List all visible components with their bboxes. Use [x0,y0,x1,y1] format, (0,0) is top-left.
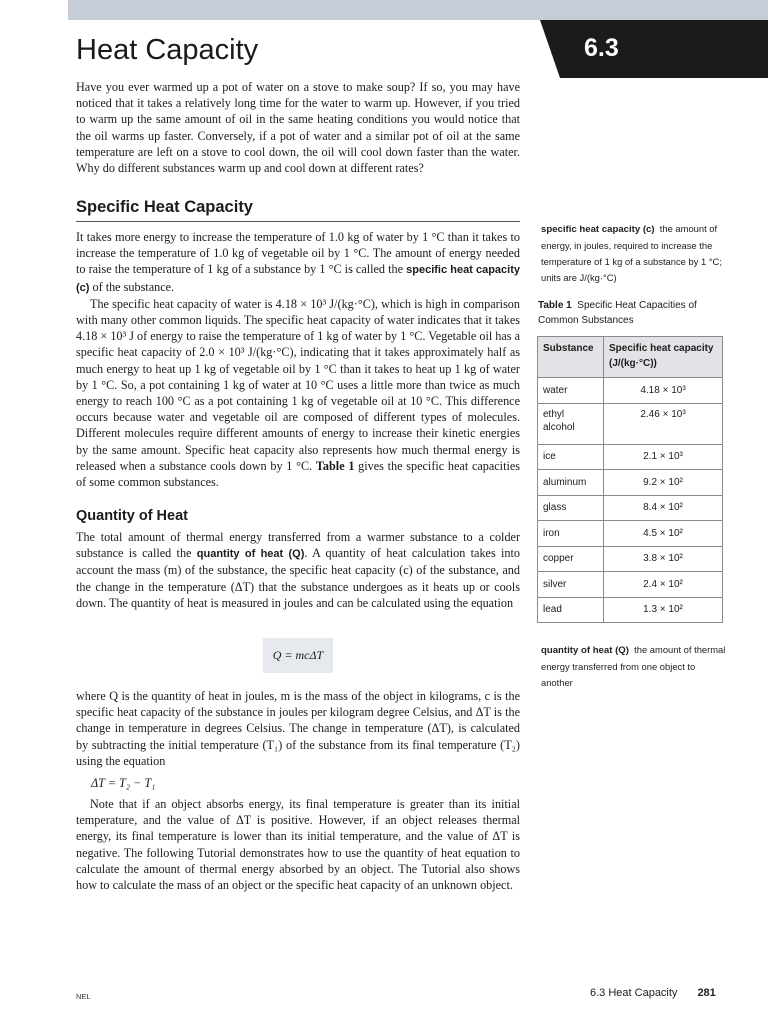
section-heading-quantity-heat: Quantity of Heat [76,508,188,524]
header-band [68,0,768,20]
publisher-mark: NEL [76,992,91,1001]
page-number: 281 [697,987,716,999]
section-number: 6.3 [584,34,619,62]
column-header: Substance [538,337,604,378]
table-row: iron 4.5 × 10² [538,521,723,547]
table-caption: Table 1 Specific Heat Capacities of Common Substances [538,300,697,326]
table-row: water 4.18 × 10³ [538,378,723,404]
table-row: glass 8.4 × 10² [538,495,723,521]
quantity-heat-body-2 [76,688,520,769]
footer-section-label: 6.3 Heat Capacity [590,987,678,999]
table-row: silver 2.4 × 10² [538,572,723,598]
paragraph: The specific heat capacity of water is 4.18 × 10³ J/(kg·°C), which is high in comparison with many other common liquids. The specific heat capacity of water indicates that it takes 4.18 × 10³ J of energy to raise the temperature of 1 kg of water by 1 °C. Vegetable oil has a specific heat capacity of 2.0 × 10³ J/(kg·°C), indicating that it takes approximately half as much energy to heat up 1 kg of vegetable oil by 1 °C than it takes to heat up 1 kg of water by 1 °C. So, a pot containing 1 kg of water at 10 °C uses a little more than twice as much energy to reach 100 °C as a pot containing 1 kg of vegetable oil at 10 °C. This difference occurs because water and vegetable oil are composed of different types of molecules. Different molecules require different amounts of energy to increase their kinetic energies by the same amount. Specific heat capacity also represents how much thermal energy is released when a substance cools down by 1 °C. Table 1 gives the specific heat capacities of some common substances. [76,296,520,490]
glossary-definition: the amount of energy, in joules, required to increase the temperature of 1 kg of a substance by 1 °C; units are J/(kg·°C) [541,223,722,283]
column-header: Specific heat capacity (J/(kg·°C)) [604,337,723,378]
specific-heat-body [76,229,520,490]
glossary-term: quantity of heat (Q) [541,645,629,656]
paragraph: The total amount of thermal energy transferred from a warmer substance to a colder substance is called the quantity of heat (Q). A quantity of heat calculation takes into account the mass (m) of the substance, the specific heat capacity (c) of the substance, and the change in the temperature (ΔT) that the substance undergoes as it heats up or cools down. The quantity of heat is measured in joules and can be calculated using the equation [76,530,520,610]
glossary-term: specific heat capacity (c) [541,224,655,235]
quantity-heat-body-3 [76,796,520,893]
table-row: ethyl alcohol 2.46 × 10³ [538,403,723,444]
equation-box [263,638,333,673]
paragraph: It takes more energy to increase the temperature of 1.0 kg of water by 1 °C than it takes to increase the temperature of 1.0 kg of vegetable oil by 1 °C. The amount of energy needed to raise the temperature of 1 kg of a substance by 1 °C is called the specific heat capacity (c) of the substance. [76,230,520,294]
glossary-quantity-heat [541,642,726,691]
equation: Q = mcΔT [272,648,324,662]
quantity-heat-body [76,529,520,611]
table-reference: Table 1 [315,458,355,473]
glossary-specific-heat [541,221,726,286]
table-label: Table 1 [538,300,572,311]
section-heading-specific-heat: Specific Heat Capacity [76,198,520,222]
page-title: Heat Capacity [76,34,259,66]
key-term: specific heat capacity (c) [76,264,520,294]
temperature-change-equation: ΔT = T₂ − T₁ [91,776,156,790]
intro-paragraph: Have you ever warmed up a pot of water on a stove to make soup? If so, you may have noticed that it takes a relatively long time for the water to warm up. However, if you tried to warm up the same amount of oil in the same heating conditions you would notice that the oil warms up faster. Conversely, if a pot of water and a similar pot of oil at the same temperature are left on a stove to cool down, the oil will cool down faster than the water. Why do different substances warm up and cool down at different rates? [76,80,520,176]
key-term: quantity of heat (Q) [196,548,305,561]
glossary-definition: the amount of thermal energy transferred from one object to another [541,644,726,688]
section-tab [540,20,768,78]
paragraph: where Q is the quantity of heat in joules, m is the mass of the object in kilograms, c is the specific heat capacity of the substance in joules per kilogram degree Celsius, and ΔT is the change in temperature in degrees Celsius. The change in temperature (ΔT), is calculated by subtracting the initial temperature (T₁) of the substance from its final temperature (T₂) using the equation [76,689,520,768]
table-row: lead 1.3 × 10² [538,597,723,623]
page-footer [590,987,716,999]
table-row: copper 3.8 × 10² [538,546,723,572]
paragraph: Note that if an object absorbs energy, its final temperature is greater than its initial temperature, and the value of ΔT is positive. However, if an object releases thermal energy, its final temperature is lower than its initial temperature, and the value of ΔT is negative. The following Tutorial demonstrates how to use the quantity of heat equation to calculate the amount of thermal energy absorbed by an object. The Tutorial also shows how to calculate the mass of an object or the specific heat capacity of an unknown object. [76,797,520,893]
specific-heat-table [537,336,723,623]
table-row: aluminum 9.2 × 10² [538,470,723,496]
table-row: ice 2.1 × 10³ [538,444,723,470]
